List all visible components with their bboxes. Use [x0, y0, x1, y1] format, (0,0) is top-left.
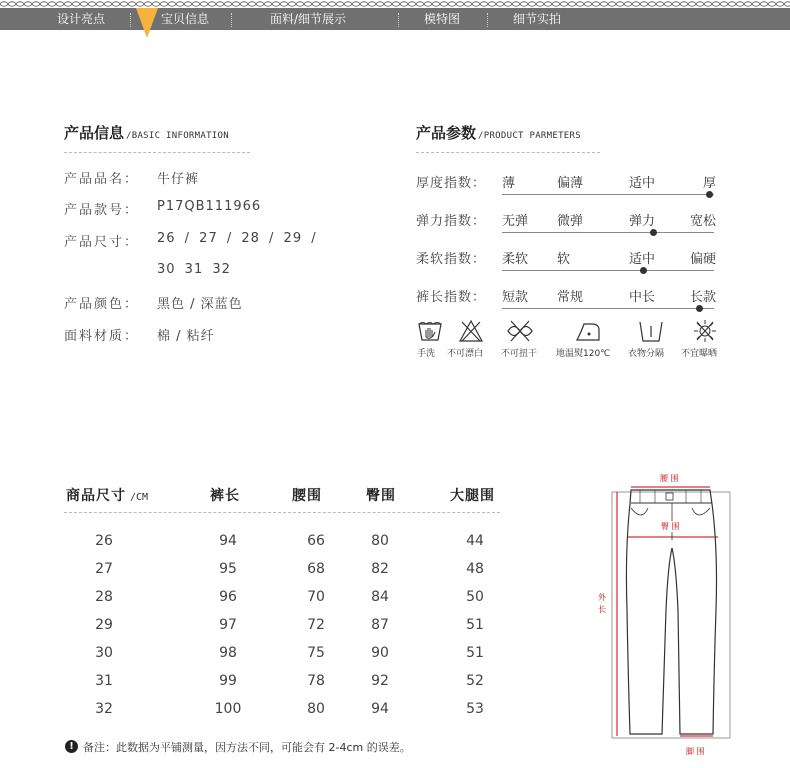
param-option: 柔软 [502, 252, 529, 267]
param-selected-dot [640, 267, 647, 274]
param-option: 薄 [502, 176, 516, 191]
info-value-style-no: P17QB111966 [157, 199, 262, 214]
param-option: 厚 [702, 176, 716, 191]
measurement-cell: 84 [371, 589, 389, 605]
product-params-heading [416, 122, 581, 143]
measurement-cell: 98 [219, 645, 237, 661]
info-value-color: 黑色 / 深蓝色 [157, 297, 243, 312]
param-label: 裤长指数： [416, 290, 487, 305]
info-value-name: 牛仔裤 [157, 172, 200, 187]
col-header-hip: 臀围 [366, 488, 396, 504]
measurement-cell: 87 [371, 617, 389, 633]
size-cell: 27 [95, 561, 113, 577]
nav-divider [130, 13, 131, 27]
care-label-no-bleach: 不可漂白 [447, 349, 484, 359]
divider [416, 152, 600, 153]
info-label-name: 产品品名： [64, 172, 140, 187]
nav-divider [487, 13, 488, 27]
measurement-cell: 66 [307, 533, 325, 549]
measurement-cell: 51 [466, 645, 484, 661]
measurement-cell: 100 [214, 701, 242, 717]
col-header-length: 裤长 [210, 488, 240, 504]
low-iron-icon [574, 318, 602, 344]
care-label-low-iron: 地温熨120℃ [556, 349, 611, 359]
nav-item-detail-photos[interactable]: 细节实拍 [513, 12, 562, 26]
product-info-title: 产品信息 [64, 124, 125, 142]
param-label: 柔软指数： [416, 252, 487, 267]
info-label-size: 产品尺寸： [64, 235, 140, 250]
size-cell: 32 [95, 701, 113, 717]
pants-diagram [600, 470, 740, 760]
nav-bar [0, 8, 790, 30]
hip-label: 臀 围 [661, 522, 680, 531]
size-cell: 30 [95, 645, 113, 661]
nav-divider [398, 13, 399, 27]
measurement-cell: 94 [219, 533, 237, 549]
no-sun-dry-icon [691, 318, 719, 344]
measurement-cell: 82 [371, 561, 389, 577]
pants-illustration [600, 470, 740, 760]
col-header-thigh: 大腿围 [450, 488, 495, 504]
info-label-color: 产品颜色： [64, 297, 140, 312]
size-note: 备注：此数据为平铺测量，因方法不同，可能会有 2-4cm 的误差。 [83, 741, 411, 754]
measurement-cell: 68 [307, 561, 325, 577]
measurement-cell: 72 [307, 617, 325, 633]
measurement-cell: 96 [219, 589, 237, 605]
size-cell: 26 [95, 533, 113, 549]
param-scale-line [502, 194, 714, 195]
measurement-cell: 50 [466, 589, 484, 605]
product-info-heading [64, 122, 229, 143]
divider [64, 152, 250, 153]
size-table-header [66, 485, 148, 505]
param-option: 短款 [502, 290, 529, 305]
param-option: 宽松 [689, 214, 716, 229]
measurement-cell: 80 [307, 701, 325, 717]
measurement-cell: 92 [371, 673, 389, 689]
size-table-unit: /CM [130, 492, 149, 503]
param-label: 厚度指数： [416, 176, 487, 191]
info-label-style-no: 产品款号： [64, 203, 140, 218]
param-selected-dot [650, 229, 657, 236]
waist-label: 腰 围 [660, 474, 679, 483]
info-value-size: 26 / 27 / 28 / 29 / [157, 231, 317, 246]
product-params-title: 产品参数 [416, 124, 477, 142]
param-option: 微弹 [557, 214, 584, 229]
care-instructions [412, 318, 732, 363]
info-value-size-cont: 30 31 32 [157, 262, 231, 277]
wash-separately-icon [637, 318, 665, 344]
param-scale-line [502, 232, 714, 233]
care-label-no-sun-dry: 不宜曝晒 [681, 349, 718, 359]
size-cell: 31 [95, 673, 113, 689]
measurement-cell: 44 [466, 533, 484, 549]
divider [64, 512, 500, 513]
param-label: 弹力指数： [416, 214, 487, 229]
warning-icon: ! [65, 740, 78, 753]
param-option: 适中 [629, 176, 656, 191]
param-option: 中长 [629, 290, 656, 305]
measurement-cell: 99 [219, 673, 237, 689]
hem-label: 脚 围 [686, 747, 705, 756]
care-label-hand-wash: 手洗 [417, 349, 436, 359]
nav-item-fabric[interactable]: 面料/细节展示 [270, 12, 347, 26]
nav-item-model[interactable]: 模特图 [424, 12, 461, 26]
no-wring-icon [506, 318, 534, 344]
product-params-subtitle: /PRODUCT PARMETERS [478, 131, 581, 141]
no-bleach-icon [457, 318, 485, 344]
info-label-material: 面料材质： [64, 329, 140, 344]
measurement-cell: 97 [219, 617, 237, 633]
measurement-cell: 94 [371, 701, 389, 717]
param-option: 常规 [557, 290, 584, 305]
size-cell: 29 [95, 617, 113, 633]
param-scale-line [502, 270, 714, 271]
outseam-label-2: 长 [598, 605, 606, 614]
product-info-subtitle: /BASIC INFORMATION [126, 131, 229, 141]
measurement-cell: 75 [307, 645, 325, 661]
measurement-cell: 90 [371, 645, 389, 661]
param-option: 弹力 [629, 214, 656, 229]
measurement-cell: 53 [466, 701, 484, 717]
col-header-waist: 腰围 [292, 488, 322, 504]
care-label-no-wring: 不可扭干 [501, 349, 538, 359]
measurement-cell: 95 [219, 561, 237, 577]
measurement-cell: 51 [466, 617, 484, 633]
param-option: 偏硬 [689, 252, 716, 267]
nav-item-product-info[interactable]: 宝贝信息 [161, 12, 210, 26]
nav-active-indicator [136, 8, 158, 38]
param-option: 长款 [689, 290, 716, 305]
hand-wash-icon [416, 318, 444, 344]
param-option: 软 [557, 252, 571, 267]
param-selected-dot [696, 305, 703, 312]
care-label-wash-separately: 衣物分隔 [628, 349, 665, 359]
measurement-cell: 78 [307, 673, 325, 689]
size-table-title: 商品尺寸 [66, 488, 126, 504]
measurement-cell: 80 [371, 533, 389, 549]
info-value-material: 棉 / 粘纤 [157, 329, 215, 344]
param-scale-line [502, 308, 714, 309]
measurement-cell: 52 [466, 673, 484, 689]
nav-item-design[interactable]: 设计亮点 [57, 12, 106, 26]
param-option: 偏薄 [557, 176, 584, 191]
size-cell: 28 [95, 589, 113, 605]
param-option: 适中 [629, 252, 656, 267]
measurement-cell: 48 [466, 561, 484, 577]
nav-divider [231, 13, 232, 27]
param-selected-dot [706, 191, 713, 198]
measurement-cell: 70 [307, 589, 325, 605]
param-option: 无弹 [502, 214, 529, 229]
outseam-label: 外 [598, 593, 606, 602]
top-pattern-border [0, 0, 790, 8]
